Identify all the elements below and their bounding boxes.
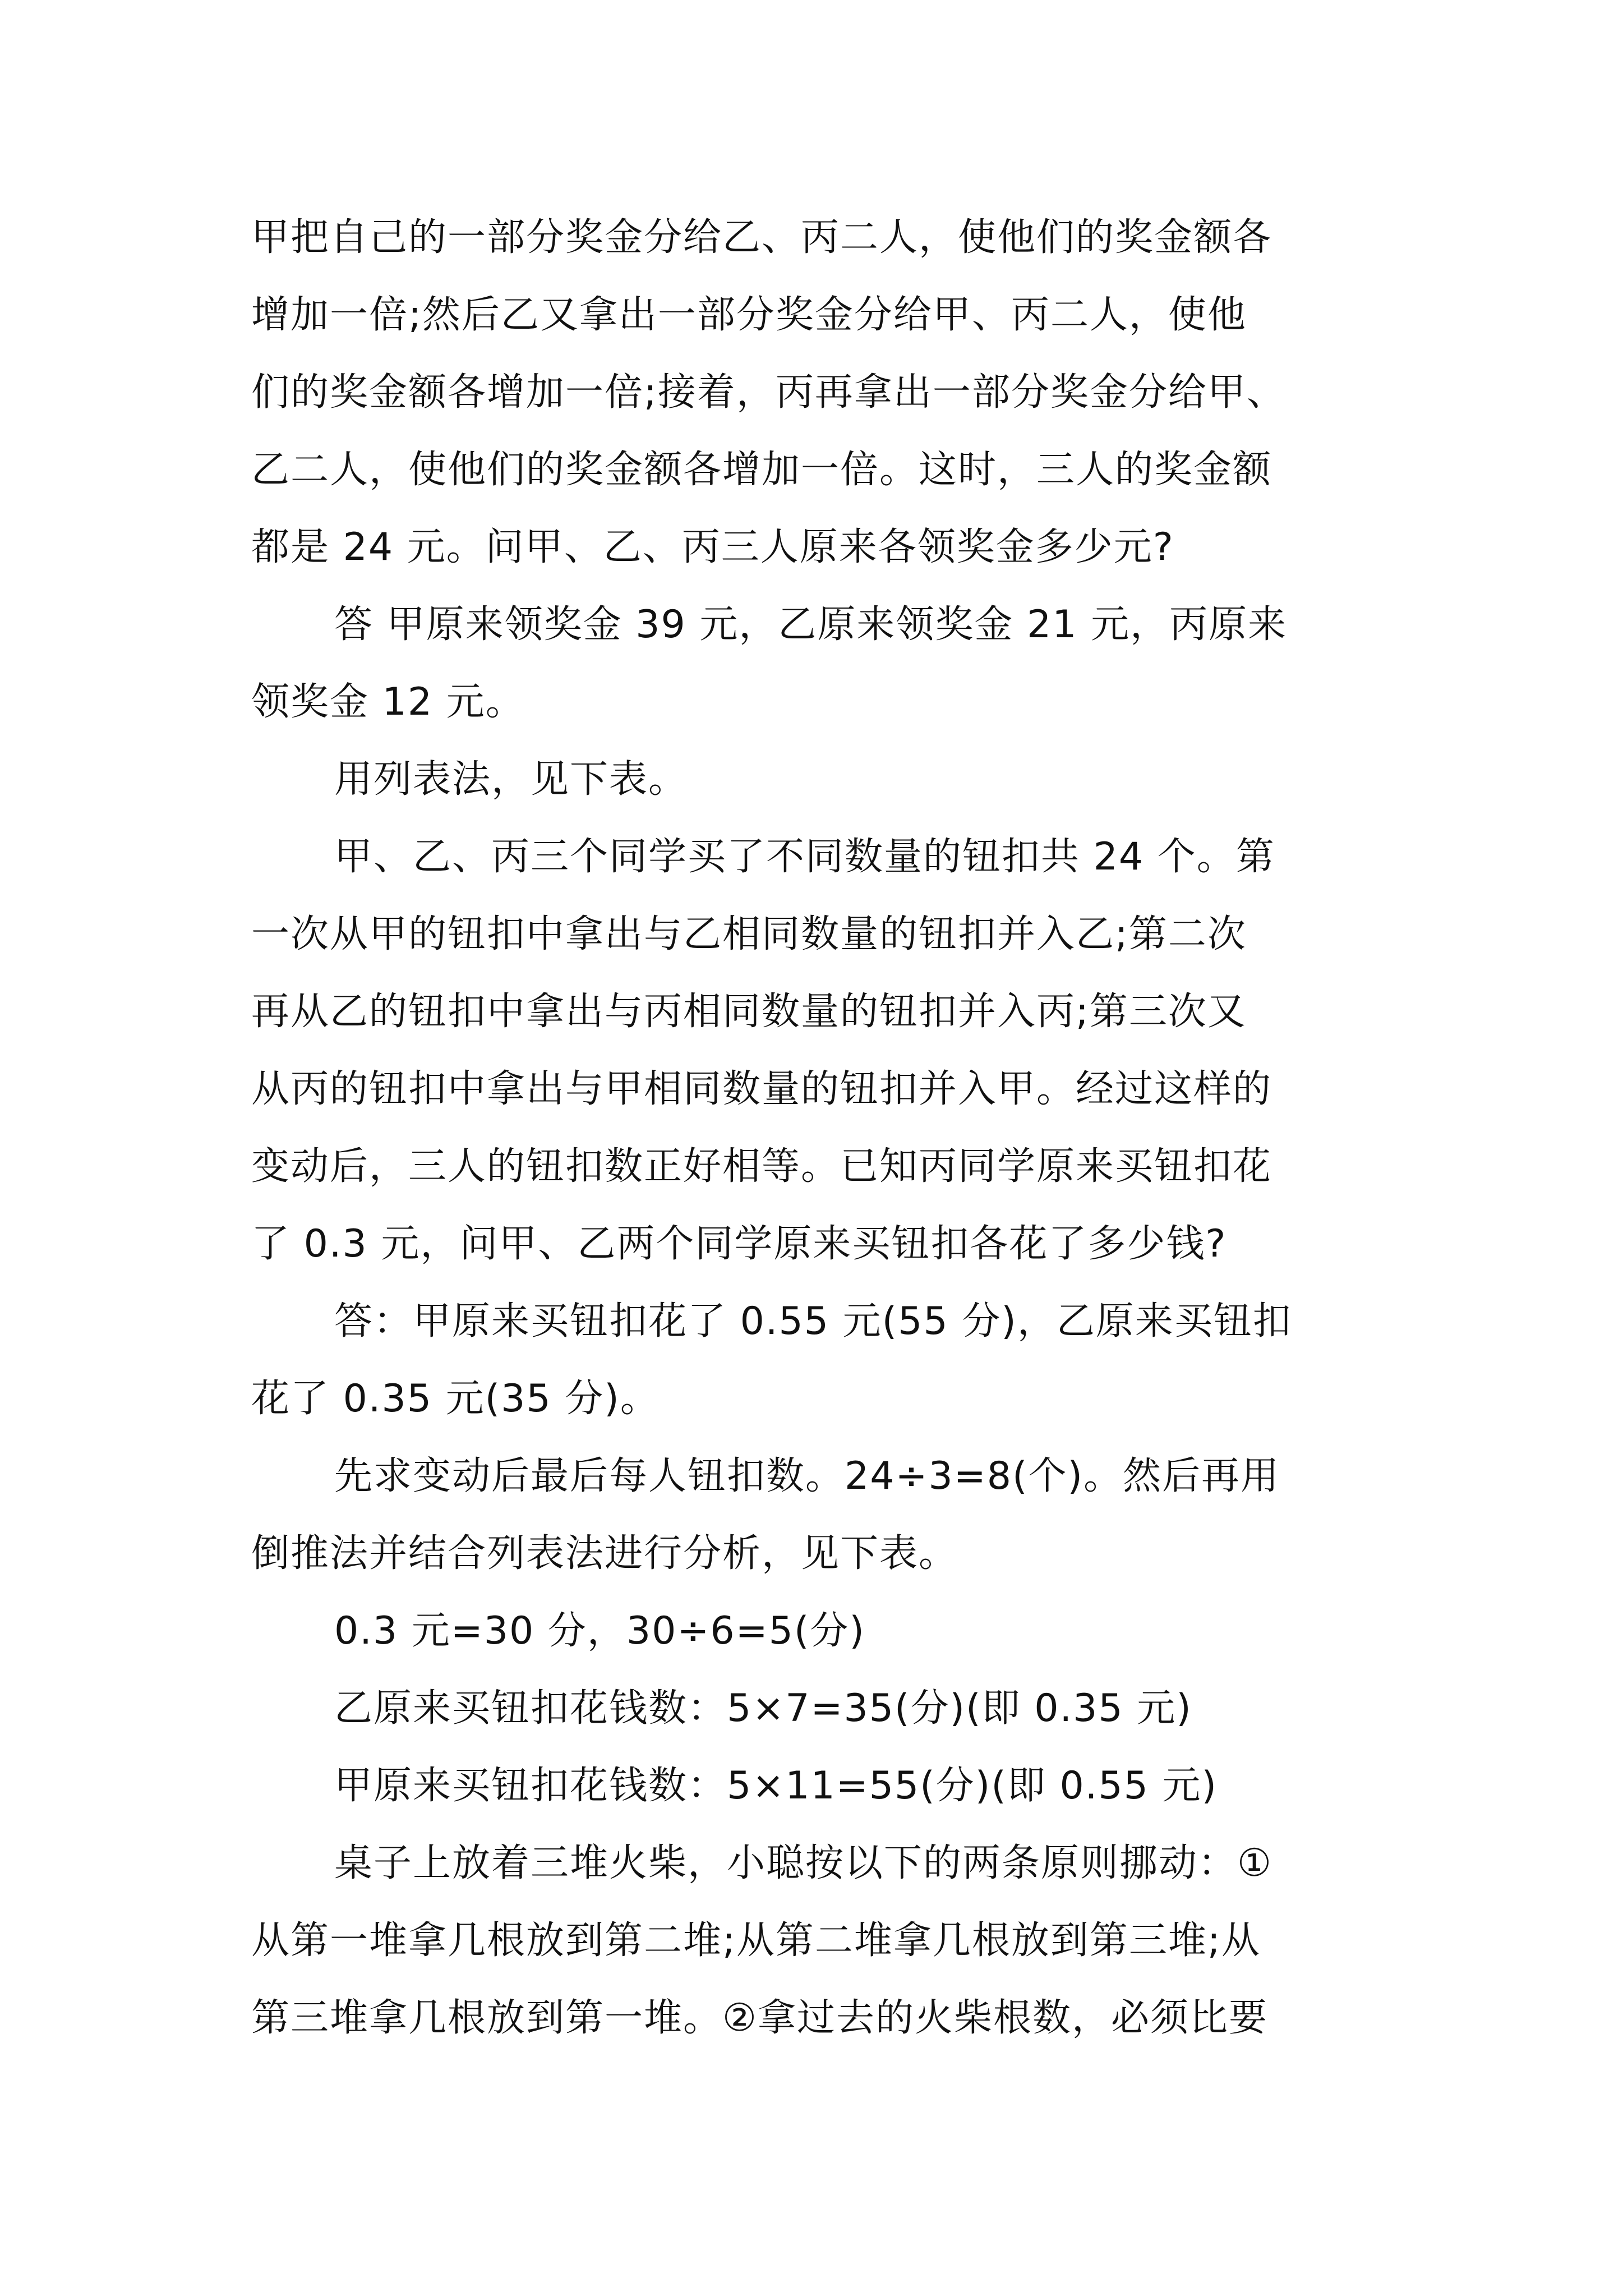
body-text — [251, 199, 1429, 2057]
calc-line: 0.3 元=30 分，30÷6=5(分) — [334, 1609, 865, 1653]
text-line: 乙二人，使他们的奖金额各增加一倍。这时，三人的奖金额 — [251, 448, 1272, 492]
text-line: 都是 24 元。问甲、乙、丙三人原来各领奖金多少元? — [251, 525, 1174, 569]
text-line: 倒推法并结合列表法进行分析，见下表。 — [251, 1531, 958, 1576]
text-line: 增加一倍;然后乙又拿出一部分奖金分给甲、丙二人，使他 — [251, 293, 1247, 337]
method-line: 先求变动后最后每人钮扣数。24÷3=8(个)。然后再用 — [334, 1454, 1280, 1498]
text-line: 变动后，三人的钮扣数正好相等。已知丙同学原来买钮扣花 — [251, 1144, 1272, 1189]
text-line: 从第一堆拿几根放到第二堆;从第二堆拿几根放到第三堆;从 — [251, 1918, 1261, 1963]
text-line: 们的奖金额各增加一倍;接着，丙再拿出一部分奖金分给甲、 — [251, 370, 1286, 415]
calc-line: 甲原来买钮扣花钱数：5×11=55(分)(即 0.55 元) — [334, 1764, 1218, 1808]
problem-line: 甲、乙、丙三个同学买了不同数量的钮扣共 24 个。第 — [334, 835, 1275, 879]
text-line: 甲把自己的一部分奖金分给乙、丙二人，使他们的奖金额各 — [251, 215, 1272, 260]
answer-line: 答 甲原来领奖金 39 元，乙原来领奖金 21 元，丙原来 — [334, 602, 1288, 647]
text-line: 从丙的钮扣中拿出与甲相同数量的钮扣并入甲。经过这样的 — [251, 1067, 1272, 1111]
text-line: 领奖金 12 元。 — [251, 680, 525, 724]
method-line: 用列表法，见下表。 — [334, 757, 688, 802]
text-line: 花了 0.35 元(35 分)。 — [251, 1377, 660, 1421]
answer-line: 答：甲原来买钮扣花了 0.55 元(55 分)，乙原来买钮扣 — [334, 1299, 1292, 1343]
problem-line: 桌子上放着三堆火柴，小聪按以下的两条原则挪动：① — [334, 1841, 1272, 1885]
text-line: 了 0.3 元，问甲、乙两个同学原来买钮扣各花了多少钱? — [251, 1222, 1227, 1266]
text-line: 一次从甲的钮扣中拿出与乙相同数量的钮扣并入乙;第二次 — [251, 912, 1247, 956]
text-line: 再从乙的钮扣中拿出与丙相同数量的钮扣并入丙;第三次又 — [251, 990, 1247, 1034]
text-line: 第三堆拿几根放到第一堆。②拿过去的火柴根数，必须比要 — [251, 1996, 1268, 2040]
calc-line: 乙原来买钮扣花钱数：5×7=35(分)(即 0.35 元) — [334, 1686, 1192, 1731]
